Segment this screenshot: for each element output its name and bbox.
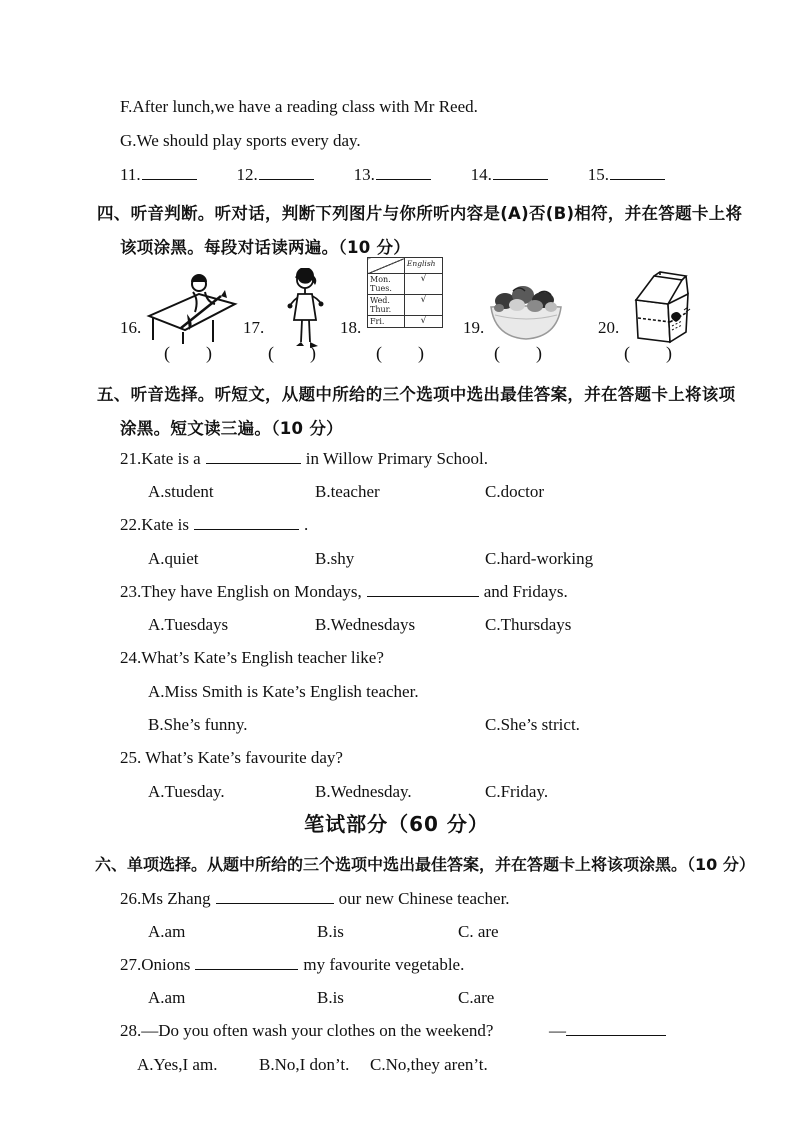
check-mark: √ (404, 274, 442, 295)
answer-number: 15. (587, 165, 609, 184)
option-b: B.Wednesdays (315, 615, 416, 634)
question-22 (120, 515, 308, 535)
picture-number-19: 19. (463, 318, 485, 337)
picture-number-20: 20. (598, 318, 620, 337)
student-writing-at-desk-icon (143, 274, 241, 348)
question-24-option-a (148, 682, 419, 702)
option-c: C.hard-working (485, 549, 594, 568)
question-25: 25. What’s Kate’s favourite day? (120, 748, 343, 767)
listening-option-f: F.After lunch,we have a reading class with Mr Reed. (120, 97, 478, 116)
option-b: B.is (317, 922, 344, 941)
question-24-options-bc (148, 715, 580, 735)
option-b: B.shy (315, 549, 355, 568)
answer-blank (566, 1022, 666, 1036)
answer-item-12 (236, 165, 313, 185)
answer-number: 14. (470, 165, 492, 184)
question-21 (120, 449, 488, 469)
question-text: 21.Kate is a (120, 449, 201, 468)
option-b: B.is (317, 988, 344, 1007)
option-a: A.am (148, 988, 186, 1007)
answer-item-14 (471, 165, 548, 185)
picture-number-17: 17. (243, 318, 265, 337)
answer-blank (493, 166, 548, 180)
answer-item-11 (120, 165, 197, 185)
answer-blank (194, 516, 299, 530)
option-c: C.are (458, 988, 495, 1007)
option-a: A.am (148, 922, 186, 941)
question-text: 27.Onions (120, 955, 191, 974)
section6-heading: 六、单项选择。从题中所给的三个选项中选出最佳答案，并在答题卡上将该项涂黑。（10 分） (95, 855, 755, 874)
option-a: A.student (148, 482, 214, 501)
answer-bracket-18: ( ) (376, 343, 424, 363)
answer-blank (142, 166, 197, 180)
question-text: 22.Kate is (120, 515, 189, 534)
option-c: C. are (458, 922, 499, 941)
answer-number: 13. (353, 165, 375, 184)
question-26-options (148, 922, 499, 942)
question-28-options (137, 1055, 488, 1075)
answer-dash: — (549, 1021, 566, 1040)
picture-number-18: 18. (340, 318, 362, 337)
written-section-header: 笔试部分（60 分） (304, 812, 489, 836)
question-text: 26.Ms Zhang (120, 889, 211, 908)
answer-number: 11. (120, 165, 141, 184)
option-c: C.Thursdays (485, 615, 572, 634)
day-label: Fri. (370, 317, 385, 326)
section4-heading-line2: 该项涂黑。每段对话读两遍。（10 分） (120, 238, 411, 257)
answer-blank (206, 450, 301, 464)
diagonal-corner-cell (368, 258, 405, 274)
question-28-answer-area (549, 1021, 666, 1041)
answer-blank (376, 166, 431, 180)
question-text: in Willow Primary School. (305, 449, 488, 468)
milk-carton-icon (624, 266, 696, 348)
question-27-options (148, 988, 494, 1008)
option-b: B.teacher (315, 482, 380, 501)
check-mark: √ (404, 316, 442, 328)
option-a: A.Yes,I am. (137, 1055, 218, 1074)
question-text: . (303, 515, 309, 534)
student-writing-at-desk-image (143, 274, 241, 348)
option-b: B.She’s funny. (148, 715, 248, 734)
schedule-row (368, 295, 443, 316)
question-text: our new Chinese teacher. (338, 889, 510, 908)
question-21-options (148, 482, 544, 502)
section4-heading-line1: 四、听音判断。听对话，判断下列图片与你所听内容是(A)否(B)相符，并在答题卡上将 (97, 204, 743, 223)
listening-option-g: G.We should play sports every day. (120, 131, 361, 150)
girl-standing-image (281, 268, 329, 350)
answer-bracket-16: ( ) (164, 343, 212, 363)
schedule-header-row (368, 258, 443, 274)
schedule-row (368, 274, 443, 295)
question-text: my favourite vegetable. (303, 955, 465, 974)
question-23 (120, 582, 568, 602)
answer-number: 12. (236, 165, 258, 184)
section5-heading-line2: 涂黑。短文读三遍。（10 分） (120, 419, 343, 438)
option-c: C.Friday. (485, 782, 549, 801)
option-a: A.quiet (148, 549, 199, 568)
question-text: and Fridays. (483, 582, 568, 601)
option-b: B.Wednesday. (315, 782, 412, 801)
check-mark: √ (404, 295, 442, 316)
answer-blank (259, 166, 314, 180)
question-22-options (148, 549, 593, 569)
question-24: 24.What’s Kate’s English teacher like? (120, 648, 384, 667)
answer-blank-row-11-15 (120, 165, 665, 185)
day-label: Thur. (370, 305, 392, 314)
question-28 (120, 1021, 666, 1041)
schedule-col-header: English (404, 258, 442, 274)
answer-item-15 (588, 165, 665, 185)
day-label: Tues. (370, 284, 392, 293)
answer-blank (216, 890, 334, 904)
salad-bowl-image (487, 281, 565, 343)
question-27 (120, 955, 464, 975)
option-a: A.Tuesdays (148, 615, 229, 634)
answer-bracket-20: ( ) (624, 343, 672, 363)
question-23-options (148, 615, 571, 635)
answer-bracket-17: ( ) (268, 343, 316, 363)
option-a: A.Miss Smith is Kate’s English teacher. (148, 682, 419, 701)
question-25-options (148, 782, 548, 802)
option-c: C.She’s strict. (485, 715, 580, 734)
day-label: Wed. (370, 296, 390, 305)
answer-blank (195, 956, 298, 970)
question-26 (120, 889, 510, 909)
option-c: C.doctor (485, 482, 545, 501)
question-text: 23.They have English on Mondays, (120, 582, 362, 601)
answer-bracket-19: ( ) (494, 343, 542, 363)
option-a: A.Tuesday. (148, 782, 225, 801)
answer-blank (610, 166, 665, 180)
answer-blank (367, 583, 479, 597)
question-text: 28.—Do you often wash your clothes on the weekend? (120, 1021, 494, 1040)
picture-number-16: 16. (120, 318, 142, 337)
salad-bowl-icon (487, 281, 565, 343)
schedule-row (368, 316, 443, 328)
english-schedule-table (367, 257, 443, 328)
section5-heading-line1: 五、听音选择。听短文，从题中所给的三个选项中选出最佳答案，并在答题卡上将该项 (97, 385, 736, 404)
option-b: B.No,I don’t. (259, 1055, 350, 1074)
option-c: C.No,they aren’t. (370, 1055, 488, 1074)
day-label: Mon. (370, 275, 391, 284)
answer-item-13 (354, 165, 431, 185)
girl-standing-icon (281, 268, 329, 350)
milk-carton-image (624, 266, 696, 348)
